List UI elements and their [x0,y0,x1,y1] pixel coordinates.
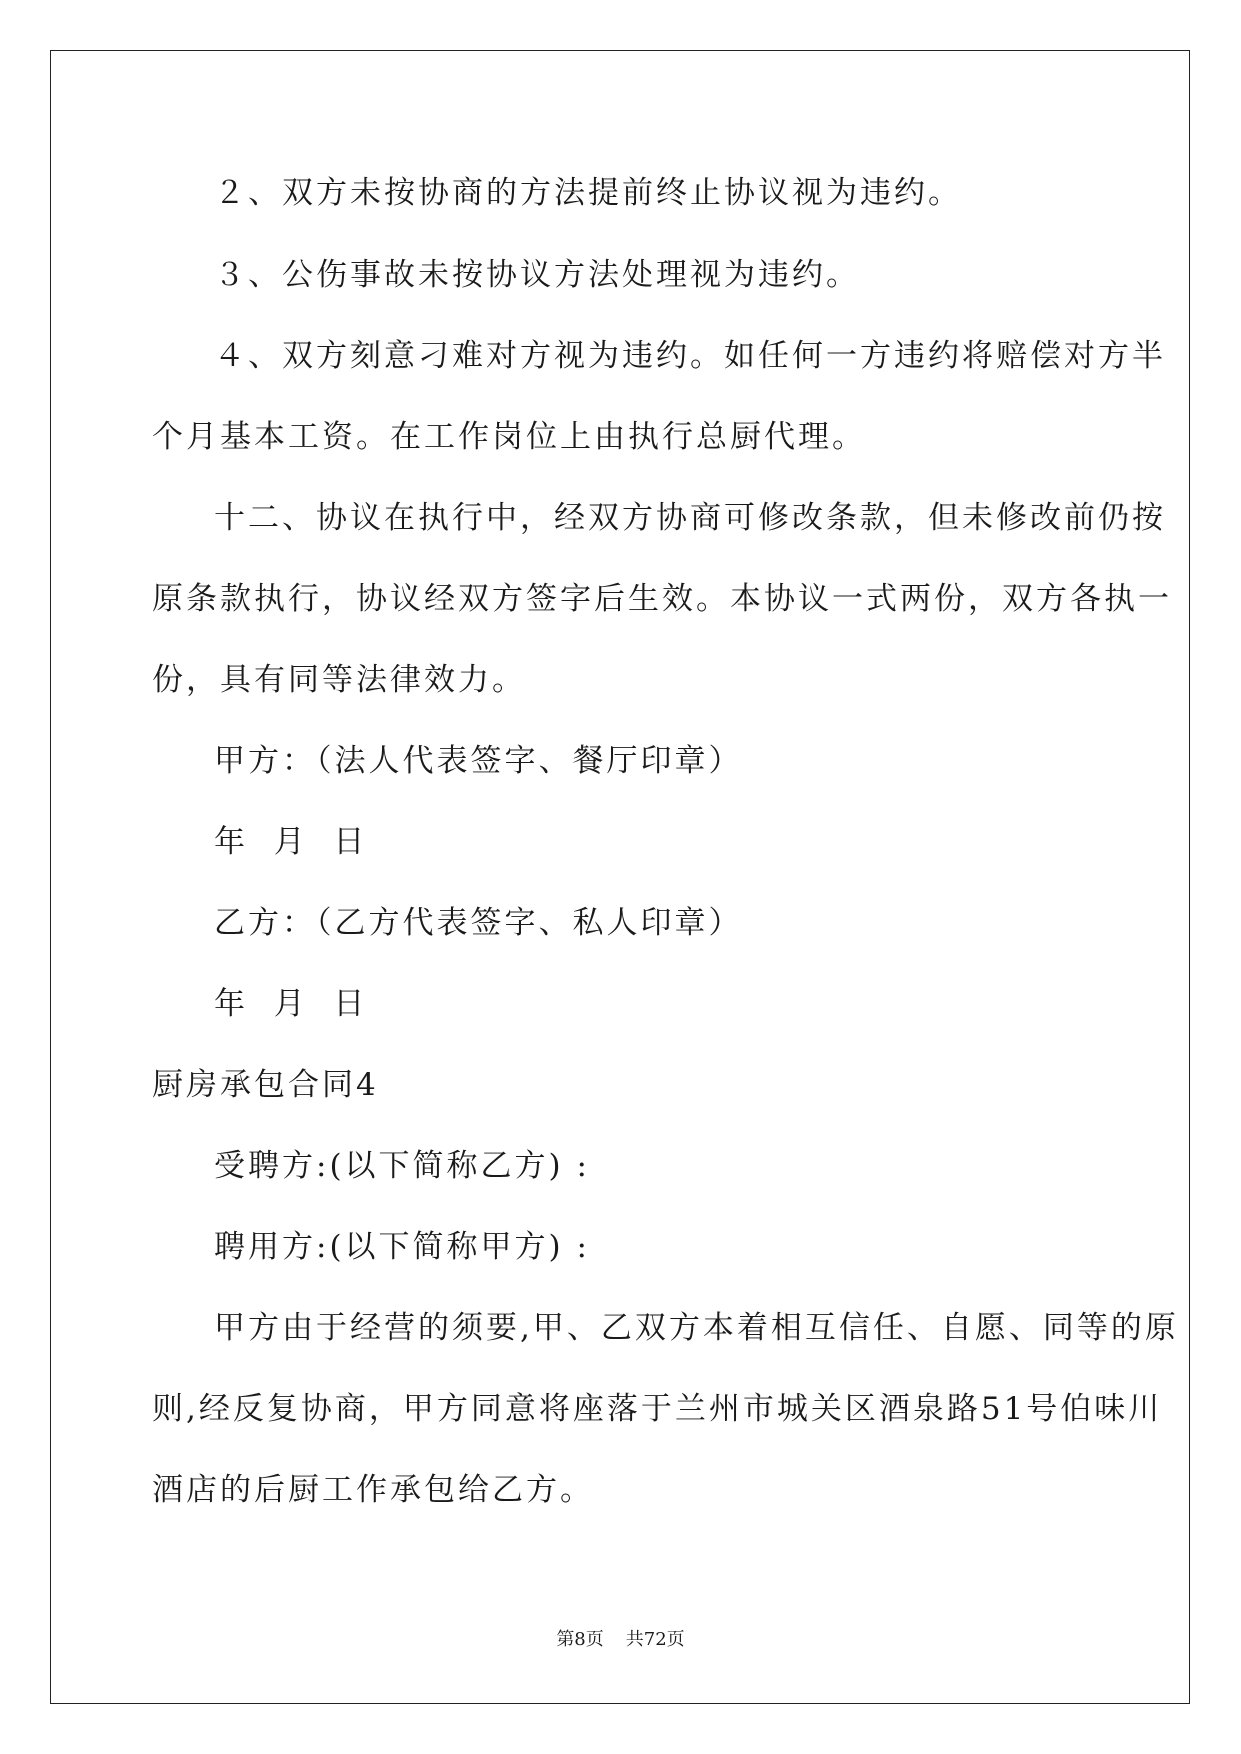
page-total: 共72页 [625,1629,685,1650]
body-line-15: 甲方由于经营的须要,甲、乙双方本着相互信任、自愿、同等的原 [214,1310,1179,1346]
employee-party-line: 受聘方:(以下简称乙方) : [214,1148,590,1184]
page-footer [0,1628,1241,1652]
party-b-date-line: 年 月 日 [214,986,368,1022]
party-a-signature-line: 甲方：（法人代表签字、餐厅印章） [214,743,743,779]
employer-party-line: 聘用方:(以下简称甲方) : [214,1229,590,1265]
page-border [50,50,1190,1704]
body-line-6: 原条款执行，协议经双方签字后生效。本协议一式两份，双方各执一 [152,581,1172,617]
body-line-7: 份，具有同等法律效力。 [152,662,526,698]
body-line-5: 十二、协议在执行中，经双方协商可修改条款，但未修改前仍按 [214,500,1166,536]
party-b-signature-line: 乙方：（乙方代表签字、私人印章） [214,905,743,941]
page-number: 第8页 [556,1629,604,1650]
body-line-2: ３、公伤事故未按协议方法处理视为违约。 [214,257,860,293]
body-line-3: ４、双方刻意刁难对方视为违约。如任何一方违约将赔偿对方半 [214,338,1166,374]
section-title: 厨房承包合同4 [152,1067,379,1103]
body-line-17: 酒店的后厨工作承包给乙方。 [152,1472,594,1508]
party-a-date-line: 年 月 日 [214,824,368,860]
body-line-4: 个月基本工资。在工作岗位上由执行总厨代理。 [152,419,866,455]
body-line-16: 则,经反复协商，甲方同意将座落于兰州市城关区酒泉路51号伯味川 [152,1391,1163,1427]
body-line-1: ２、双方未按协商的方法提前终止协议视为违约。 [214,175,962,211]
